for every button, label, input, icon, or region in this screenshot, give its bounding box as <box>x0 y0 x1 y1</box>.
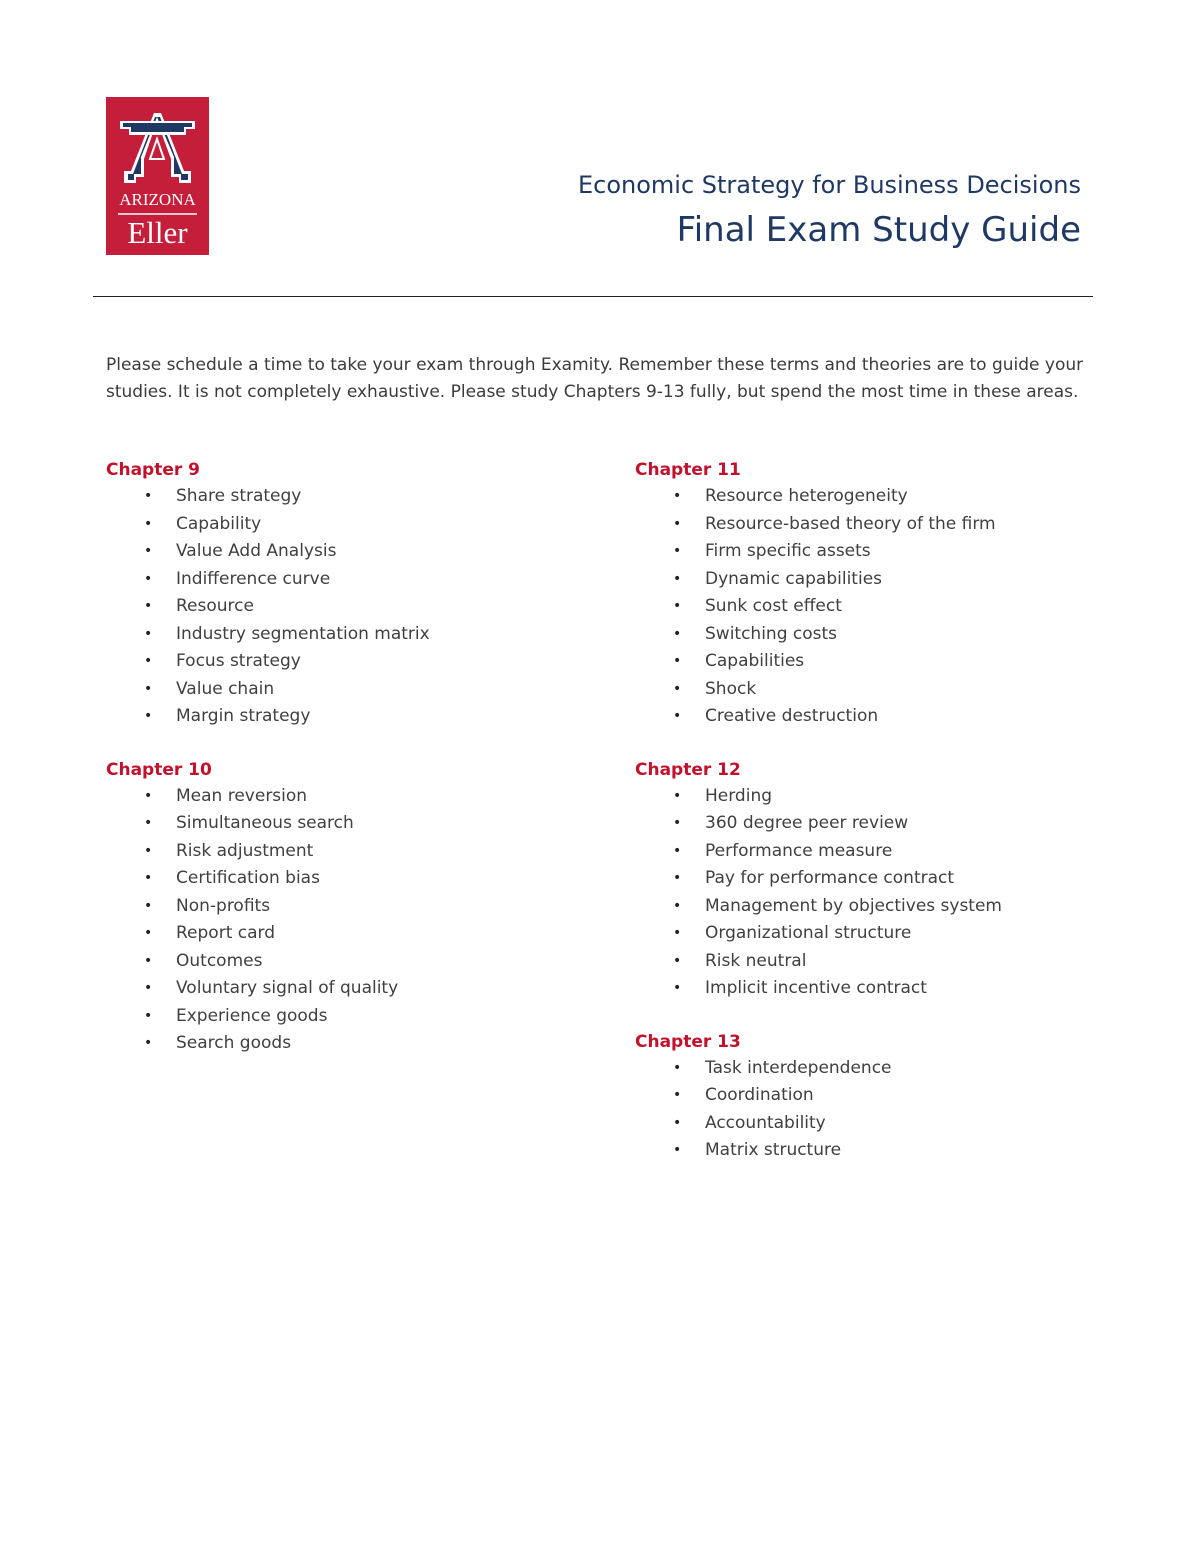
list-item <box>106 593 566 621</box>
chapter-heading: Chapter 13 <box>635 1031 741 1052</box>
term-list <box>635 1055 1095 1165</box>
list-item <box>635 538 1095 566</box>
bullet-icon: • <box>144 787 153 804</box>
list-item <box>635 920 1095 948</box>
list-item <box>106 975 566 1003</box>
bullet-icon: • <box>144 815 153 831</box>
bullet-icon: • <box>144 708 153 724</box>
bullet-icon: • <box>673 952 682 969</box>
logo-graphic <box>106 97 209 255</box>
bullet-icon: • <box>144 870 153 886</box>
term-text: Implicit incentive contract <box>705 978 927 998</box>
list-item <box>106 838 566 866</box>
list-item <box>635 865 1095 893</box>
term-text: 360 degree peer review <box>705 813 909 833</box>
header <box>578 170 1081 252</box>
list-item <box>106 511 566 539</box>
term-text: Shock <box>705 678 757 699</box>
bullet-icon: • <box>673 625 682 642</box>
header-divider <box>93 296 1093 297</box>
bullet-icon: • <box>673 787 682 804</box>
bullet-icon: • <box>673 925 682 941</box>
bullet-icon: • <box>144 1035 153 1051</box>
bullet-icon: • <box>673 543 682 559</box>
chapter-heading: Chapter 10 <box>106 759 212 780</box>
chapter-section <box>635 757 1095 1003</box>
list-item <box>106 1003 566 1031</box>
term-text: Pay for performance contract <box>705 868 955 888</box>
term-text: Simultaneous search <box>176 813 354 833</box>
term-list <box>635 783 1095 1003</box>
list-item <box>635 566 1095 594</box>
list-item <box>635 511 1095 539</box>
term-text: Certification bias <box>176 868 320 888</box>
list-item <box>635 783 1095 811</box>
chapter-heading: Chapter 11 <box>635 460 741 480</box>
term-text: Value Add Analysis <box>176 541 337 561</box>
term-text: Sunk cost effect <box>705 596 842 616</box>
bullet-icon: • <box>673 870 682 886</box>
logo-word-arizona: ARIZONA <box>119 190 196 209</box>
chapter-heading: Chapter 12 <box>635 759 741 780</box>
bullet-icon: • <box>673 1114 682 1131</box>
list-item <box>106 621 566 649</box>
chapter-section <box>635 1029 1095 1165</box>
term-text: Mean reversion <box>176 785 308 806</box>
bullet-icon: • <box>673 680 682 697</box>
bullet-icon: • <box>144 570 153 587</box>
term-text: Resource <box>176 596 254 616</box>
list-item <box>106 483 566 511</box>
term-text: Dynamic capabilities <box>705 568 883 589</box>
bullet-icon: • <box>144 925 153 941</box>
right-column <box>635 457 1095 1191</box>
term-text: Matrix structure <box>705 1140 842 1160</box>
bullet-icon: • <box>144 1007 153 1024</box>
list-item <box>635 676 1095 704</box>
list-item <box>635 838 1095 866</box>
bullet-icon: • <box>144 680 153 697</box>
bullet-icon: • <box>144 897 153 914</box>
bullet-icon: • <box>673 515 682 532</box>
term-text: Resource-based theory of the firm <box>705 513 996 534</box>
bullet-icon: • <box>673 897 682 914</box>
left-column <box>106 457 566 1084</box>
intro-paragraph: Please schedule a time to take your exam through Examity. Remember these terms and theories are to guide your studies. It is not completely exhaustive. Please study Chapters 9-13 fully, but spend the most time in these areas. <box>106 355 1084 402</box>
term-text: Report card <box>176 923 276 943</box>
list-item <box>635 1055 1095 1083</box>
term-text: Risk neutral <box>705 950 807 971</box>
term-text: Organizational structure <box>705 923 912 943</box>
course-subtitle: Economic Strategy for Business Decisions <box>577 171 1081 199</box>
list-item <box>106 865 566 893</box>
term-text: Share strategy <box>176 486 302 506</box>
term-text: Capability <box>176 513 262 534</box>
term-text: Indifference curve <box>176 568 331 589</box>
bullet-icon: • <box>673 708 682 724</box>
chapter-heading: Chapter 9 <box>106 460 201 480</box>
list-item <box>106 1030 566 1058</box>
term-text: Creative destruction <box>705 706 879 726</box>
list-item <box>106 810 566 838</box>
bullet-icon: • <box>144 952 153 969</box>
term-text: Industry segmentation matrix <box>176 623 430 644</box>
bullet-icon: • <box>144 625 153 642</box>
term-text: Firm specific assets <box>705 541 871 561</box>
bullet-icon: • <box>144 515 153 532</box>
bullet-icon: • <box>673 488 682 504</box>
term-list <box>635 483 1095 731</box>
list-item <box>635 648 1095 676</box>
bullet-icon: • <box>673 980 682 996</box>
bullet-icon: • <box>673 570 682 587</box>
term-text: Focus strategy <box>176 651 301 671</box>
term-text: Margin strategy <box>176 706 311 726</box>
bullet-icon: • <box>673 1087 682 1103</box>
list-item <box>106 648 566 676</box>
term-text: Capabilities <box>705 651 805 671</box>
term-text: Coordination <box>705 1085 814 1105</box>
term-text: Outcomes <box>176 950 263 971</box>
term-text: Value chain <box>176 678 275 699</box>
arizona-eller-logo <box>106 97 209 255</box>
list-item <box>106 783 566 811</box>
page-title: Final Exam Study Guide <box>676 210 1081 250</box>
term-text: Voluntary signal of quality <box>176 978 399 998</box>
chapter-section <box>106 457 566 731</box>
bullet-icon: • <box>673 653 682 669</box>
list-item <box>635 703 1095 731</box>
bullet-icon: • <box>673 1142 682 1158</box>
logo-word-eller: Eller <box>127 215 188 250</box>
term-list <box>106 783 566 1058</box>
term-text: Herding <box>705 785 773 806</box>
term-text: Switching costs <box>705 623 838 644</box>
chapter-section <box>106 757 566 1058</box>
term-text: Resource heterogeneity <box>705 486 908 506</box>
term-text: Risk adjustment <box>176 840 314 861</box>
list-item <box>106 703 566 731</box>
list-item <box>635 621 1095 649</box>
list-item <box>106 566 566 594</box>
term-text: Task interdependence <box>705 1057 892 1078</box>
term-text: Experience goods <box>176 1005 328 1026</box>
list-item <box>635 1110 1095 1138</box>
bullet-icon: • <box>144 543 153 559</box>
bullet-icon: • <box>144 598 153 614</box>
list-item <box>635 975 1095 1003</box>
bullet-icon: • <box>144 842 153 859</box>
term-text: Performance measure <box>705 840 893 861</box>
list-item <box>106 893 566 921</box>
list-item <box>635 893 1095 921</box>
chapter-section <box>635 457 1095 731</box>
bullet-icon: • <box>144 980 153 996</box>
term-text: Accountability <box>705 1112 826 1133</box>
bullet-icon: • <box>144 653 153 669</box>
term-text: Non-profits <box>176 895 271 916</box>
list-item <box>106 948 566 976</box>
term-text: Management by objectives system <box>705 895 1002 916</box>
bullet-icon: • <box>144 488 153 504</box>
term-list <box>106 483 566 731</box>
list-item <box>635 948 1095 976</box>
list-item <box>106 920 566 948</box>
bullet-icon: • <box>673 1059 682 1076</box>
list-item <box>635 483 1095 511</box>
list-item <box>635 810 1095 838</box>
bullet-icon: • <box>673 598 682 614</box>
term-text: Search goods <box>176 1033 292 1053</box>
bullet-icon: • <box>673 842 682 859</box>
bullet-icon: • <box>673 815 682 831</box>
list-item <box>106 676 566 704</box>
list-item <box>106 538 566 566</box>
list-item <box>635 593 1095 621</box>
list-item <box>635 1082 1095 1110</box>
list-item <box>635 1137 1095 1165</box>
